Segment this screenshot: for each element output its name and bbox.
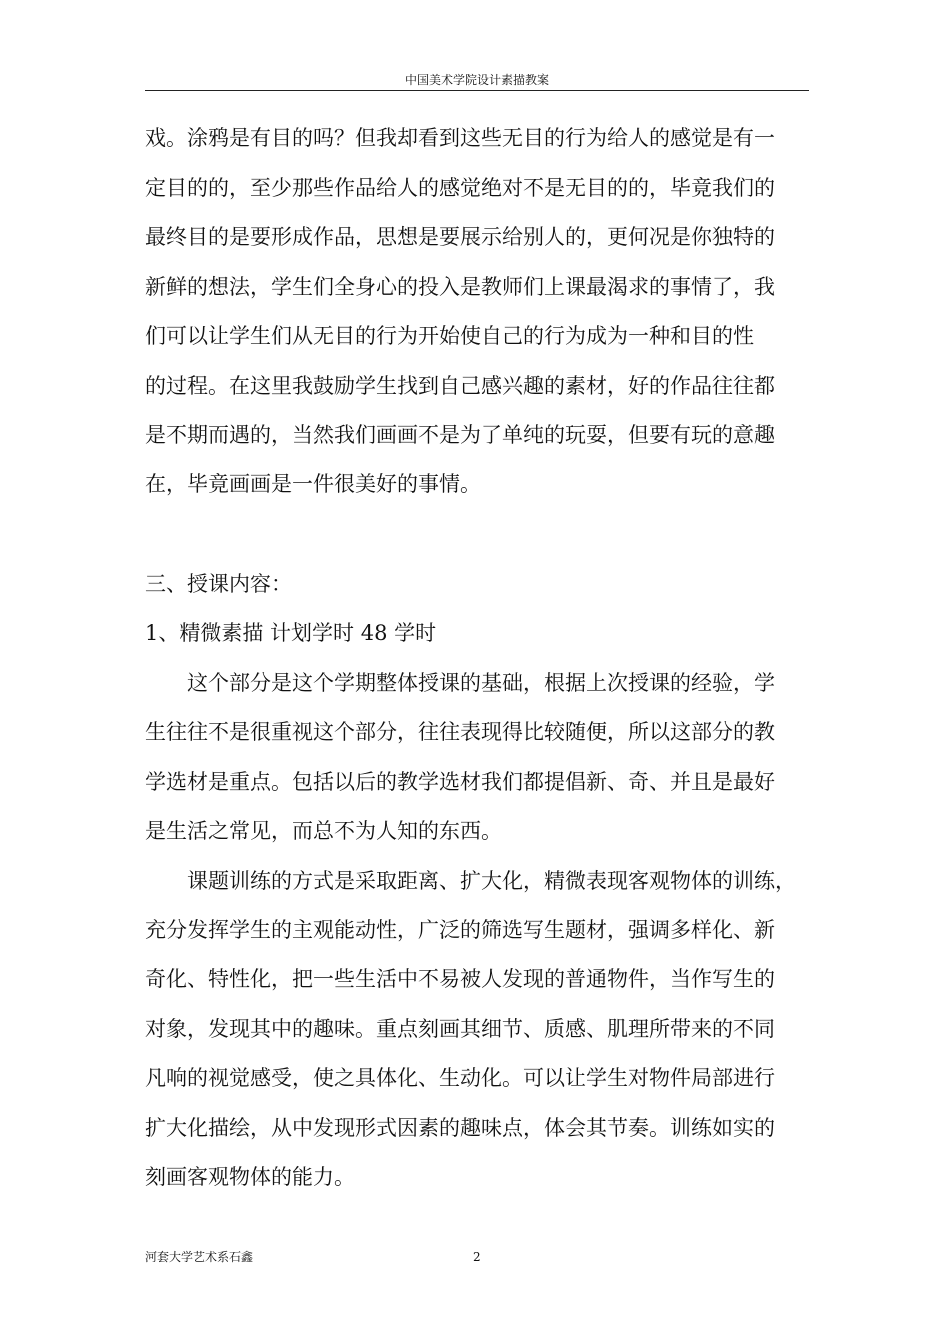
body-line: 在，毕竟画画是一件很美好的事情。: [145, 472, 481, 496]
page-header: [145, 74, 809, 91]
body-line: 们可以让学生们从无目的行为开始使自己的行为成为一种和目的性: [145, 324, 754, 348]
body-line: 凡响的视觉感受，使之具体化、生动化。可以让学生对物件局部进行: [145, 1066, 775, 1090]
body-line: 扩大化描绘，从中发现形式因素的趣味点，体会其节奏。训练如实的: [145, 1116, 775, 1140]
subsection-heading: 1、精微素描 计划学时 48 学时: [145, 621, 437, 645]
header-title: 中国美术学院设计素描教案: [404, 73, 549, 87]
body-line: 课题训练的方式是采取距离、扩大化，精微表现客观物体的训练，: [187, 869, 796, 893]
body-line: 刻画客观物体的能力。: [145, 1165, 355, 1189]
body-line: 新鲜的想法，学生们全身心的投入是教师们上课最渴求的事情了，我: [145, 275, 775, 299]
body-line: 对象，发现其中的趣味。重点刻画其细节、质感、肌理所带来的不同: [145, 1017, 775, 1041]
page-number: 2: [473, 1250, 481, 1264]
body-line: 奇化、特性化，把一些生活中不易被人发现的普通物件，当作写生的: [145, 967, 775, 991]
body-line: 充分发挥学生的主观能动性，广泛的筛选写生题材，强调多样化、新: [145, 918, 775, 942]
body-line: 是不期而遇的，当然我们画画不是为了单纯的玩耍，但要有玩的意趣: [145, 423, 775, 447]
body-line: 定目的的，至少那些作品给人的感觉绝对不是无目的的，毕竟我们的: [145, 176, 775, 200]
section-heading: 三、授课内容：: [145, 572, 292, 596]
body-line: 是生活之常见，而总不为人知的东西。: [145, 819, 502, 843]
body-line: 生往往不是很重视这个部分，往往表现得比较随便，所以这部分的教: [145, 720, 775, 744]
body-line: 戏。涂鸦是有目的吗？但我却看到这些无目的行为给人的感觉是有一: [145, 126, 775, 150]
body-line: 学选材是重点。包括以后的教学选材我们都提倡新、奇、并且是最好: [145, 770, 775, 794]
body-line: 这个部分是这个学期整体授课的基础，根据上次授课的经验，学: [187, 671, 775, 695]
body-line: 最终目的是要形成作品，思想是要展示给别人的，更何况是你独特的: [145, 225, 775, 249]
footer-author: 河套大学艺术系石鑫: [145, 1250, 254, 1264]
body-line: 的过程。在这里我鼓励学生找到自己感兴趣的素材，好的作品往往都: [145, 374, 775, 398]
